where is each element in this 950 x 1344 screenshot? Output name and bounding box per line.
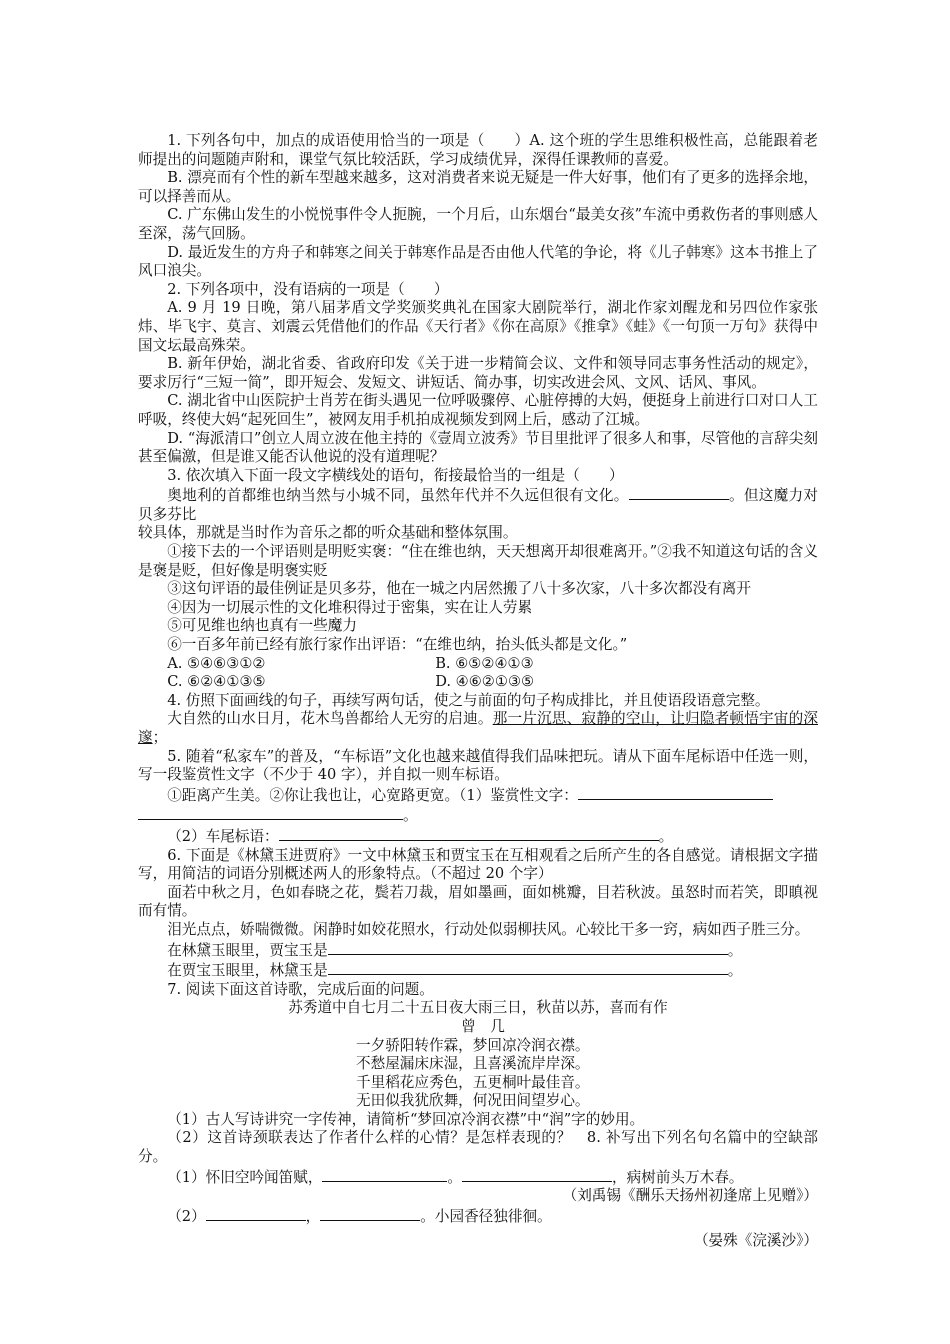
q7-question-1: （1）古人写诗讲究一字传神，请简析“梦回凉冷润衣襟”中“润”字的妙用。 [167, 1110, 645, 1128]
q8-blank-2[interactable] [462, 1167, 612, 1182]
q3-options-row1 [138, 655, 818, 674]
poem-title: 苏秀道中自七月二十五日夜大雨三日，秋苗以苏，喜而有作 [288, 999, 668, 1017]
q3-passage-a: 奥地利的首都维也纳当然与小城不同，虽然年代并不久远但很有文化。 [167, 487, 629, 505]
q7-question-2: （2）这首诗颈联表达了作者什么样的心情？是怎样表现的？ 8. 补写出下列名句名篇中的空缺部分。 [138, 1129, 818, 1166]
q3-sentence-6: ⑥一百多年前已经有旅行家作出评语：“在维也纳，抬头低头都是文化。” [167, 636, 628, 654]
q5-answer-blank-1[interactable] [578, 785, 773, 800]
q8-item2-post: 。小园香径独徘徊。 [420, 1207, 552, 1225]
q1-stem-a: 1. 下列各句中，加点的成语使用恰当的一项是（ ）A. 这个班的学生思维积极性高，总能跟着老师提出的问题随声附和，课堂气氛比较活跃，学习成绩优异，深得任课教师的喜爱。 [138, 132, 818, 168]
q5-slogan-blank[interactable] [279, 826, 659, 841]
q2-stem: 2. 下列各项中，没有语病的一项是（ ） [167, 280, 449, 298]
q8-item2-pre: （2） [167, 1207, 206, 1225]
q6-answer-blank-2[interactable] [328, 960, 728, 975]
poem-line-4: 无田似我犹欣舞，何况田间望岁心。 [356, 1092, 590, 1110]
q8-item-2 [138, 1206, 818, 1227]
poem-line-1: 一夕骄阳转作霖，梦回凉冷润衣襟。 [356, 1036, 590, 1054]
q1-option-c: C. 广东佛山发生的小悦悦事件令人扼腕，一个月后，山东烟台“最美女孩”车流中勇救伤者的事则感人至深，荡气回肠。 [138, 206, 818, 242]
q7-stem: 7. 阅读下面这首诗歌，完成后面的问题。 [167, 980, 434, 998]
q6-daiyu-description: 泪光点点，娇喘微微。闲静时如姣花照水，行动处似弱柳扶风。心较比干多一窍，病如西子胜三分。 [167, 920, 810, 938]
q8-item2-source: （晏殊《浣溪沙》） [693, 1232, 818, 1250]
q3-options-row2 [138, 673, 818, 692]
q6-answer-blank-1[interactable] [328, 940, 728, 955]
poem-line-3: 千里稻花应秀色，五更桐叶最佳音。 [356, 1073, 590, 1091]
q4-underlined-sentence: 那一片沉思、寂静的空山，让归隐者顿悟宇宙的深邃 [138, 710, 818, 746]
q8-item1-mid: 。 [447, 1168, 463, 1186]
q3-sentence-1-2: ①接下去的一个评语则是明贬实褒：“住在维也纳，天天想离开却很难离开。”②我不知道这句话的含义是褒是贬，但好像是明褒实贬 [138, 543, 818, 579]
q5-options [138, 785, 818, 806]
q5-answer-blank-2[interactable] [138, 805, 403, 820]
q8-item1-source: （刘禹锡《酬乐天扬州初逢席上见赠》） [562, 1187, 818, 1205]
q5-part2-label: （2）车尾标语： [167, 827, 279, 845]
q6-line1: 在林黛玉眼里，贾宝玉是 。 [167, 941, 743, 959]
q6-baoyu-description: 面若中秋之月，色如春晓之花，鬓若刀裁，眉如墨画，面如桃瓣，目若秋波。虽怒时而若笑，即瞋视而有情。 [138, 883, 818, 920]
q1-option-b: B. 漂亮而有个性的新车型越来越多，这对消费者来说无疑是一件大好事，他们有了更多的选择余地，可以择善而从。 [138, 169, 818, 205]
q8-blank-4[interactable] [320, 1206, 420, 1221]
q5-stem: 5. 随着“私家车”的普及，“车标语”文化也越来越值得我们品味把玩。请从下面车尾标语中任选一则，写一段鉴赏性文字（不少于 40 字），并自拟一则车标语。 [138, 747, 818, 784]
q3-option-a: A. ⑤④⑥③①② [167, 654, 266, 672]
q5-options-text: ①距离产生美。②你让我也让，心宽路更宽。（1）鉴赏性文字： [167, 786, 578, 804]
q5-answer-line: 。 [138, 805, 818, 826]
q6-line1-label: 在林黛玉眼里，贾宝玉是 [167, 941, 328, 959]
q8-item-1 [138, 1167, 818, 1188]
q6-line2: 在贾宝玉眼里，林黛玉是 。 [167, 962, 743, 980]
q2-option-d: D. “海派清口”创立人周立波在他主持的《壹周立波秀》节目里批评了很多人和事，尽管他的言辞尖刻甚至偏激，但是谁又能否认他说的没有道理呢？ [138, 429, 818, 466]
q3-blank-1[interactable] [629, 485, 729, 500]
q3-sentence-3: ③这句评语的最佳例证是贝多芬，他在一城之内居然搬了八十多次家，八十多次都没有离开 [167, 580, 751, 598]
poem-line-2: 不愁屋漏床床湿，且喜溪流岸岸深。 [356, 1055, 590, 1073]
q3-stem: 3. 依次填入下面一段文字横线处的语句，衔接最恰当的一组是（ ） [167, 466, 624, 484]
q4-stem: 4. 仿照下面画线的句子，再续写两句话，使之与前面的句子构成排比，并且使语段语意完整。 [167, 691, 770, 709]
poem-author: 曾 几 [461, 1017, 505, 1035]
q4-tail: ； [152, 729, 168, 746]
q3-passage-line2 [138, 524, 818, 543]
q3-passage-line1 [138, 485, 818, 524]
q3-option-d: D. ④⑥②①③⑤ [435, 673, 535, 691]
q3-option-c: C. ⑥②④①③⑤ [167, 673, 266, 691]
q5-part2: （2）车尾标语： 。 [167, 827, 674, 845]
q3-sentence-5: ⑤可见维也纳也真有一些魔力 [167, 617, 357, 635]
q8-item1-post: ，病树前头万木春。 [612, 1168, 744, 1186]
q8-item1-pre: （1）怀旧空吟闻笛赋， [167, 1168, 323, 1186]
q3-passage-b: 较具体，那就是当时作为音乐之都的听众基础和整体氛围。 [138, 524, 518, 542]
q8-blank-3[interactable] [206, 1206, 306, 1221]
q1-option-d: D. 最近发生的方舟子和韩寒之间关于韩寒作品是否由他人代笔的争论，将《儿子韩寒》这本书推上了风口浪尖。 [138, 243, 818, 280]
q6-stem: 6. 下面是《林黛玉进贾府》一文中林黛玉和贾宝玉在互相观看之后所产生的各自感觉。请根据文字描写，用简洁的词语分别概述两人的形象特点。（不超过 20 个字） [138, 846, 818, 883]
document-page [138, 132, 818, 1251]
q2-option-b: B. 新年伊始，湖北省委、省政府印发《关于进一步精简会议、文件和领导同志事务性活动的规定》，要求厉行“三短一简”，即开短会、发短文、讲短话、简办事，切实改进会风、文风、话风、事风。 [138, 355, 818, 391]
q3-passage-tail: 。但这魔力对贝多芬比 [138, 487, 818, 523]
q8-item2-mid: ， [305, 1207, 321, 1225]
q4-passage [138, 710, 818, 747]
q4-lead: 大自然的山水日月，花木鸟兽都给人无穷的启迪。 [167, 710, 493, 728]
q8-blank-1[interactable] [322, 1167, 447, 1182]
q2-option-c: C. 湖北省中山医院护士肖芳在街头遇见一位呼吸骤停、心脏停搏的大妈，便挺身上前进行口对口人工呼吸，终使大妈“起死回生”，被网友用手机拍成视频发到网上后，感动了江城。 [138, 392, 818, 428]
q3-sentence-4: ④因为一切展示性的文化堆积得过于密集，实在让人劳累 [167, 598, 533, 616]
q3-option-b: B. ⑥⑤②④①③ [435, 654, 534, 672]
q2-option-a: A. 9 月 19 日晚，第八届茅盾文学奖颁奖典礼在国家大剧院举行，湖北作家刘醒龙和另四位作家张炜、毕飞宇、莫言、刘震云凭借他们的作品《天行者》《你在高原》《推拿》《蛙》《一句顶一万句》获得中国文坛最高殊荣。 [138, 299, 818, 354]
q6-line2-label: 在贾宝玉眼里，林黛玉是 [167, 962, 328, 980]
